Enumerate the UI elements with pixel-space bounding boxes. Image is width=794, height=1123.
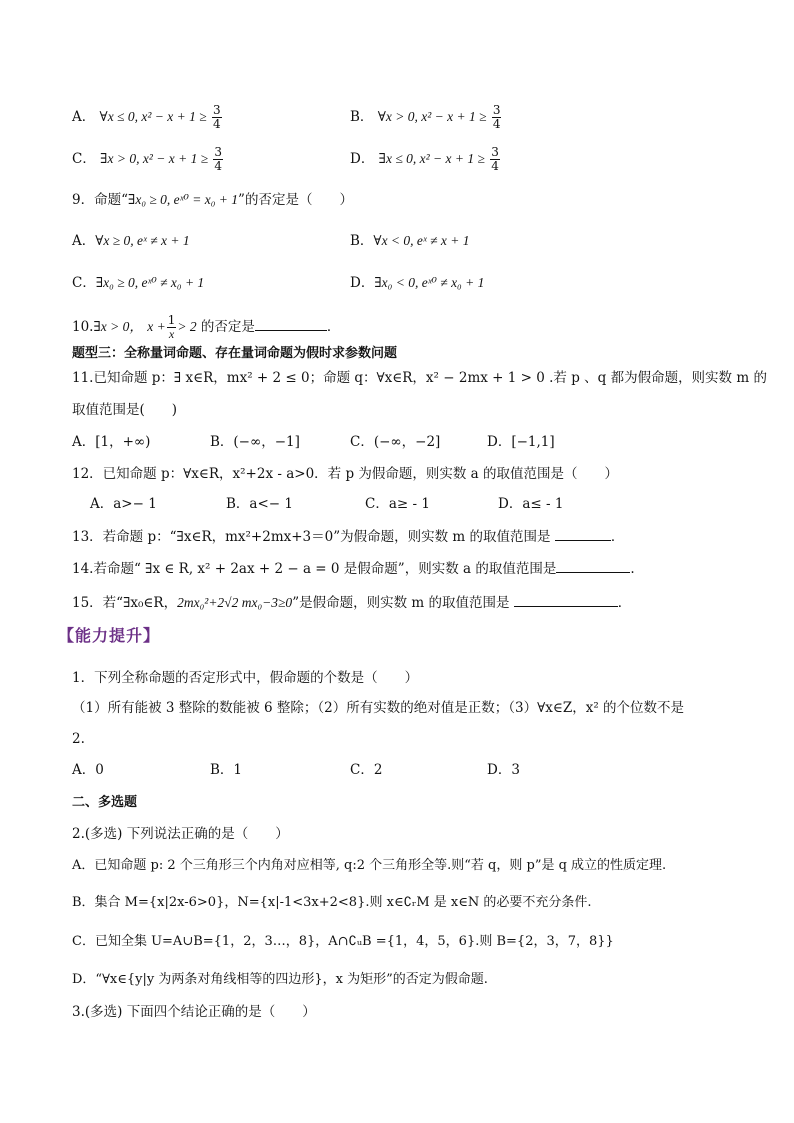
q11-option-c: C．(−∞，−2] [350,434,441,450]
q12-option-b: B．a<− 1 [226,496,293,512]
q10-answer-blank [255,316,327,331]
q11-stem-line1: 11.已知命题 p：∃ x∈R，mx² + 2 ≤ 0；命题 q：∀x∈R，x² − 2mx + 1 > 0 .若 p 、q 都为假命题，则实数 m 的 [72,370,767,386]
q8-option-b-fraction: $\frac{3}{4}$ [492,103,501,131]
q11-option-b: B．(−∞，−1] [210,434,300,450]
q8-option-a-fraction: $\frac{3}{4}$ [212,103,221,131]
section-heading-ability: 【能力提升】 [58,626,161,645]
q8-option-d-expr: ∃x ≤ 0, x² − x + 1 ≥ [378,151,485,166]
q9-option-d: D．∃x₀ < 0, eˣ⁰ ≠ x₀ + 1 [350,275,485,291]
q8-option-d-fraction: $\frac{3}{4}$ [491,145,499,173]
q8-option-a: A． ∀x ≤ 0, x² − x + 1 ≥ $\frac{3}{4}$ [72,103,221,131]
q8-option-c-fraction: $\frac{3}{4}$ [214,145,223,173]
multi-select-heading: 二、多选题 [72,795,138,810]
q13-stem: 13．若命题 p：“∃x∈R，mx²+2mx+3＝0”为假命题，则实数 m 的取值范围是 ． [72,526,624,547]
q8-option-c: C． ∃x > 0, x² − x + 1 ≥ $\frac{3}{4}$ [72,145,223,173]
a2-option-c: C．已知全集 U=A∪B={1，2，3…，8}，A∩∁ᵤB ={1，4，5，6}.则 B={2，3，7，8}} [72,934,614,949]
a2-stem: 2.(多选) 下列说法正确的是（ ） [72,826,289,842]
q9-stem: 9．命题“∃x₀ ≥ 0, eˣ⁰ = x₀ + 1”的否定是（ ） [72,192,353,208]
q8-option-d: D． ∃x ≤ 0, x² − x + 1 ≥ $\frac{3}{4}$ [350,145,499,173]
a1-option-c: C．2 [350,762,383,778]
q11-stem-line2: 取值范围是( ) [72,402,178,418]
a2-option-a: A．已知命题 p: 2 个三角形三个内角对应相等, q:2 个三角形全等.则“若 q，则 p”是 q 成立的性质定理. [72,858,667,873]
q13-answer-blank [555,526,611,541]
q8-option-b-expr: ∀x > 0, x² − x + 1 ≥ [377,109,487,124]
type3-heading: 题型三：全称量词命题、存在量词命题为假时求参数问题 [72,346,398,361]
q9-option-b: B．∀x < 0, eˣ ≠ x + 1 [350,233,470,249]
q12-option-c: C．a≥ - 1 [365,496,430,512]
q15-stem: 15．若“∃x₀∈R，2mx₀²+2√2 mx₀−3≥0”是假命题，则实数 m 的取值范围是 ． [72,592,631,613]
a1-statements-cont: 2. [72,731,85,747]
q12-stem: 12．已知命题 p：∀x∈R，x²+2x - a>0．若 p 为假命题，则实数 a 的取值范围是（ ） [72,466,619,482]
q8-option-c-expr: ∃x > 0, x² − x + 1 ≥ [100,151,209,166]
q9-option-c: C．∃x₀ ≥ 0, eˣ⁰ ≠ x₀ + 1 [72,275,205,291]
q10-stem: 10.∃x > 0， x + $\frac{1}{x}$ > 2 的否定是 ． [72,313,341,341]
q14-answer-blank [556,558,630,573]
a1-statements: （1）所有能被 3 整除的数能被 6 整除；（2）所有实数的绝对值是正数；（3）∀x∈Z，x² 的个位数不是 [72,700,685,716]
q15-answer-blank [514,592,618,607]
a3-stem: 3.(多选) 下面四个结论正确的是（ ） [72,1004,316,1020]
q12-option-d: D．a≤ - 1 [498,496,564,512]
a1-option-a: A．0 [72,762,104,778]
q11-option-d: D．[−1,1] [487,434,555,450]
a1-option-b: B．1 [210,762,243,778]
a1-option-d: D．3 [487,762,520,778]
q11-option-a: A．[1，+∞) [72,434,151,450]
q8-option-a-expr: ∀x ≤ 0, x² − x + 1 ≥ [99,109,207,124]
a2-option-d: D．“∀x∈{y|y 为两条对角线相等的四边形}，x 为矩形”的否定为假命题. [72,972,488,987]
q14-stem: 14.若命题“ ∃x ∈ R, x² + 2ax + 2 − a = 0 是假命题”，则实数 a 的取值范围是 . [72,558,635,579]
q12-option-a: A．a>− 1 [90,496,157,512]
a1-stem: 1．下列全称命题的否定形式中，假命题的个数是（ ） [72,670,419,686]
q8-option-b: B． ∀x > 0, x² − x + 1 ≥ $\frac{3}{4}$ [350,103,501,131]
q10-fraction: $\frac{1}{x}$ [167,313,176,341]
a2-option-b: B．集合 M={x|2x-6>0}，N={x|-1<3x+2<8}.则 x∈∁ᵣM 是 x∈N 的必要不充分条件. [72,895,592,910]
q9-option-a: A．∀x ≥ 0, eˣ ≠ x + 1 [72,233,190,249]
